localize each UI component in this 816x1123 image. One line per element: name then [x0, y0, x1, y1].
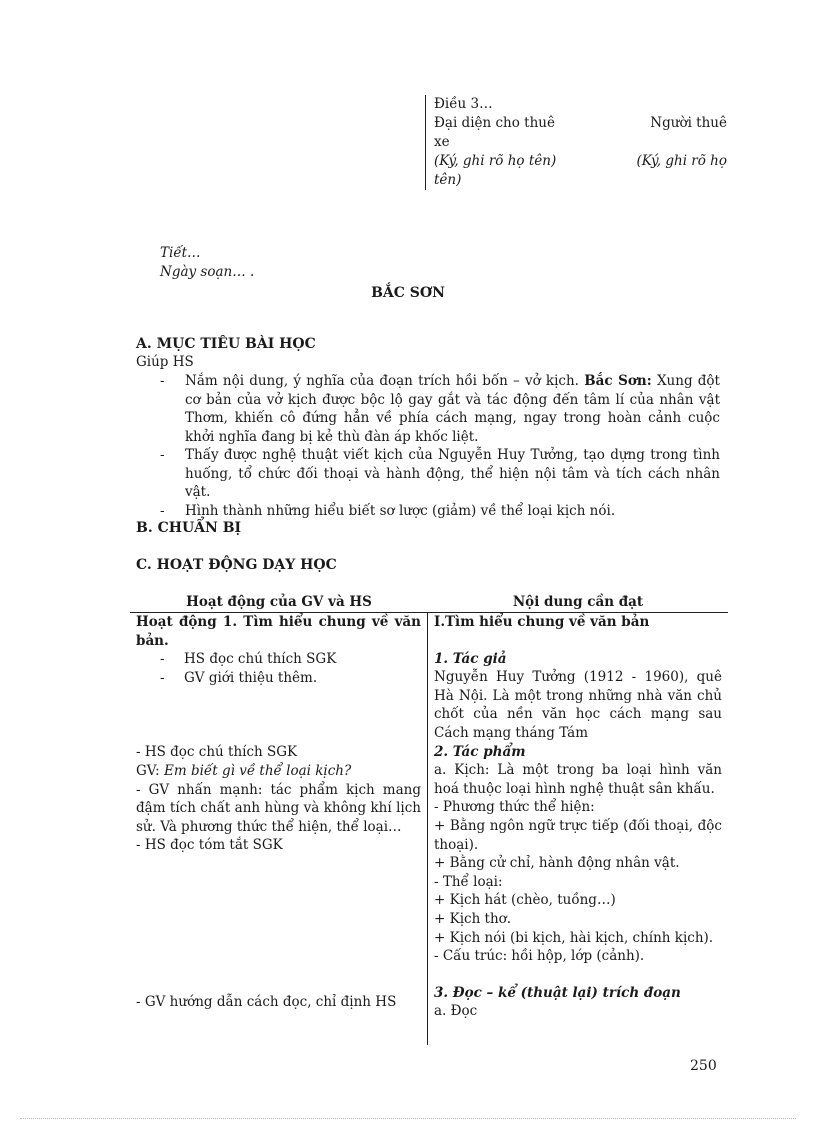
list-item: - HS đọc chú thích SGK [160, 651, 337, 668]
section-b-heading: B. CHUẨN BỊ [136, 520, 242, 536]
list-item: - Thể loại: [434, 873, 503, 890]
section-a-heading: A. MỤC TIÊU BÀI HỌC [136, 336, 316, 352]
list-item: + Kịch hát (chèo, tuồng…) [434, 892, 616, 909]
lesson-meta [160, 244, 254, 282]
list-item: + Bằng ngôn ngữ trực tiếp (đối thoại, độc thoại). [434, 817, 722, 853]
list-item: - GV nhấn mạnh: tác phẩm kịch mang đậm tích chất anh hùng và không khí lịch sử. Và phương thức thể hiện, thể loại… [136, 781, 421, 835]
content-heading: I.Tìm hiểu chung về văn bản [434, 614, 650, 630]
author-paragraph: Nguyễn Huy Tưởng (1912 - 1960), quê Hà Nội. Là một trong những nhà văn chủ chốt của nền văn học cách mạng sau Cách mạng tháng Tám [434, 669, 722, 741]
section-a-intro: Giúp HS [136, 354, 194, 370]
activities-table [130, 592, 728, 1045]
sign-hint-right-cont: tên) [434, 172, 462, 188]
list-item: - Cấu trúc: hồi hộp, lớp (cảnh). [434, 948, 645, 965]
list-item: a. Đọc [434, 1003, 478, 1020]
prep-date-label: Ngày soạn… . [160, 264, 255, 280]
sign-hint-right: (Ký, ghi rõ họ [636, 153, 727, 169]
footer-divider [20, 1118, 796, 1119]
list-item: + Bằng cử chỉ, hành động nhân vật. [434, 855, 680, 872]
contract-signature-block [425, 95, 727, 190]
lessee-label: Người thuê [650, 115, 727, 131]
signer-labels [434, 114, 727, 133]
list-item: - Nắm nội dung, ý nghĩa của đoạn trích hồi bốn – vở kịch. Bắc Sơn: Xung đột cơ bản của vở kịch được bộc lộ gay gắt và tác động đến tâm lí của nhân vật Thơm, khiến cô đứng hẳn về phía cách mạng, ngay trong hoàn cảnh cuộc khởi nghĩa đang bị kẻ thù đàn áp khốc liệt. [160, 372, 720, 446]
list-item: - Hình thành những hiểu biết sơ lược (giảm) về thể loại kịch nói. [160, 502, 720, 521]
teacher-question: GV: Em biết gì về thể loại kịch? [136, 762, 352, 779]
article-line: Điều 3… [434, 96, 493, 112]
list-item: a. Kịch: Là một trong ba loại hình văn hoá thuộc loại hình nghệ thuật sân khấu. [434, 762, 722, 797]
period-label: Tiết… [160, 245, 201, 261]
signature-hints [434, 152, 727, 171]
section-c-heading: C. HOẠT ĐỘNG DẠY HỌC [136, 557, 337, 573]
list-item: - GV giới thiệu thêm. [160, 669, 318, 686]
list-item: + Kịch thơ. [434, 910, 512, 927]
list-item: - HS đọc chú thích SGK [136, 744, 298, 761]
subheading-author: 1. Tác giả [434, 650, 507, 667]
lessor-label: Đại diện cho thuê [434, 115, 555, 131]
col-header-content: Nội dung cần đạt [512, 594, 644, 610]
right-column [428, 613, 728, 1045]
objectives-list [160, 372, 720, 520]
list-item: + Kịch nói (bi kịch, hài kịch, chính kịch). [434, 929, 714, 946]
table-row [130, 613, 728, 1045]
left-column [130, 613, 428, 1045]
lessor-label-cont: xe [434, 134, 450, 150]
table-header [130, 592, 728, 613]
list-item: - GV hướng dẫn cách đọc, chỉ định HS [136, 993, 397, 1010]
subheading-reading: 3. Đọc – kể (thuật lại) trích đoạn [434, 984, 681, 1001]
list-item: - Thấy được nghệ thuật viết kịch của Nguyễn Huy Tưởng, tạo dựng trong tình huống, tổ chức đối thoại và hành động, thể hiện nội tâm và tích cách nhân vật. [160, 446, 720, 502]
list-item: - HS đọc tóm tắt SGK [136, 837, 283, 854]
subheading-work: 2. Tác phẩm [434, 743, 526, 760]
page-number: 250 [690, 1058, 717, 1074]
col-header-activities: Hoạt động của GV và HS [186, 594, 372, 610]
sign-hint-left: (Ký, ghi rõ họ tên) [434, 153, 557, 169]
activity-1-title: Hoạt động 1. Tìm hiểu chung về văn bản. [136, 614, 421, 649]
list-item: - Phương thức thể hiện: [434, 799, 595, 816]
page-title: BẮC SƠN [371, 285, 445, 301]
